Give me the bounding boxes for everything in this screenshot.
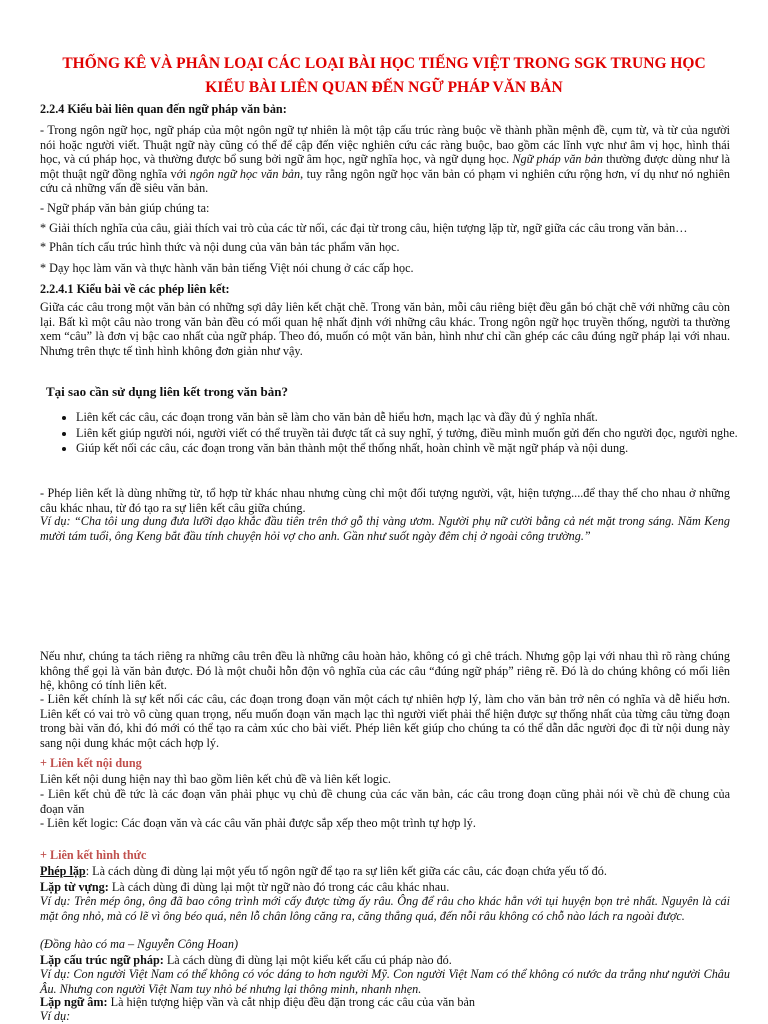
term-lexical-repetition: Lặp từ vựng: bbox=[40, 880, 109, 894]
document-title-line-1: THỐNG KÊ VÀ PHÂN LOẠI CÁC LOẠI BÀI HỌC TIẾNG VIỆT TRONG SGK TRUNG HỌC bbox=[62, 55, 706, 72]
paragraph-repetition bbox=[40, 864, 730, 879]
heading-content-linking: + Liên kết nội dung bbox=[40, 756, 142, 770]
list-item: • Liên kết giúp người nói, người viết có thể truyền tải được tất cả suy nghĩ, ý tưởng, điều mình muốn gửi đến cho người đọc, người nghe. bbox=[76, 426, 766, 441]
term-phonetic-repetition: Lặp ngữ âm: bbox=[40, 995, 108, 1009]
text-run: - Trong ngôn ngữ học, ngữ pháp của một ngôn ngữ tự nhiên là một tập cấu trúc ràng buộc về thành phần mệnh đề, cụm từ, và từ của người nói hoặc người viết. Thuật ngữ này cũng có thể để cập đến việc nghiên cứu các ràng buộc, bao gồm các lĩnh vực như âm vị học, hình thái học, và cú pháp học, và thường được bổ sung bởi ngữ âm học, ngữ nghĩa học, và ngữ dụng học. bbox=[40, 123, 730, 166]
paragraph-lexical-repetition bbox=[40, 880, 730, 895]
paragraph-example-3: Ví dụ: Con người Việt Nam có thể không có vóc dáng to hơn người Mỹ. Con người Việt Nam có thể không có nước da trắng như người Châu Âu. Nhưng con người Việt Nam tuy nhỏ bé nhưng lại thông minh, nhanh nhẹn. bbox=[40, 967, 730, 996]
document-title-line-2: KIỂU BÀI LIÊN QUAN ĐẾN NGỮ PHÁP VĂN BẢN bbox=[205, 79, 563, 96]
text-run: Là cách dùng đi dùng lại một từ ngữ nào đó trong các câu khác nhau. bbox=[108, 880, 450, 894]
paragraph-linking-role: - Liên kết chính là sự kết nối các câu, các đoạn trong đoạn văn một cách tự nhiên hợp lý, làm cho văn bản trở nên có nghĩa và dễ hiểu hơn. Liên kết có vai trò vô cùng quan trọng, nếu muốn đoạn văn mạch lạc thì người viết phải thể hiện được sự thống nhất của từng câu từng đoạn trong bài văn đó, khi đó mới có thể tạo ra cảm xúc cho bài viết. Phép liên kết giúp cho chúng ta có thể dẫn dắc người đọc đi từ nội dung này sang nội dung khác một cách hợp lý. bbox=[40, 692, 730, 750]
paragraph-example-4: Ví dụ: bbox=[40, 1009, 71, 1023]
paragraph-content-linking: Liên kết nội dung hiện nay thì bao gồm liên kết chủ đề và liên kết logic. bbox=[40, 772, 391, 786]
paragraph-phonetic-repetition bbox=[40, 995, 730, 1010]
text-run: Là hiện tượng hiệp vần và cắt nhịp điệu đều đặn trong các câu của văn bản bbox=[107, 995, 475, 1009]
text-run-italic: Ngữ pháp văn bản bbox=[512, 152, 603, 166]
section-heading-2-2-4: 2.2.4 Kiểu bài liên quan đến ngữ pháp văn bản: bbox=[40, 102, 287, 116]
why-linking-list bbox=[40, 410, 766, 457]
text-run: : Là cách dùng đi dùng lại một yếu tố ngôn ngữ để tạo ra sự liên kết giữa các câu, các đoạn chứa yếu tố đó. bbox=[85, 864, 607, 878]
paragraph-syntactic-repetition bbox=[40, 953, 730, 968]
paragraph-bullet-star-2: * Phân tích cấu trúc hình thức và nội dung của văn bản tác phẩm văn học. bbox=[40, 240, 400, 254]
heading-why-linking: Tại sao cần sử dụng liên kết trong văn bản? bbox=[46, 384, 288, 399]
paragraph-example-2: Ví dụ: Trên mép ông, ông đã bao công trình mới cấy được từng ấy râu. Ông để râu cho khác hẳn với tụi huyện bọn trẻ nhất. Nguyên là cái mặt ông nhỏ, mà có lẽ vì ông béo quá, nên lỗ chân lông căng ra, căng thẳng quá, đến nỗi râu không có chỗ nào lách ra ngoài được. bbox=[40, 894, 730, 923]
text-run: thường được dùng như là một thuật ngữ đồng nghĩa với bbox=[40, 152, 730, 181]
paragraph-bullet-star-3: * Dạy học làm văn và thực hành văn bản tiếng Việt nói chung ở các cấp học. bbox=[40, 261, 414, 275]
term-repetition: Phép lặp bbox=[40, 864, 86, 878]
list-item: • Liên kết các câu, các đoạn trong văn bản sẽ làm cho văn bản dễ hiểu hơn, mạch lạc và đầy đủ ý nghĩa nhất. bbox=[76, 410, 766, 425]
paragraph-linking-intro: Giữa các câu trong một văn bản có những sợi dây liên kết chặt chẽ. Trong văn bản, mỗi câu riêng biệt đều gắn bó chặt chẽ với những câu còn lại. Bất kì một câu nào trong văn bản đều có mối quan hệ nhất định với những câu khác. Trong ngôn ngữ học truyền thống, người ta thường xem “câu” là đơn vị bậc cao nhất của ngữ pháp. Theo đó, muốn có một văn bản, hình như chỉ cần ghép các câu đúng ngữ pháp lại với nhau. Nhưng trên thực tế tình hình không đơn giản như vậy. bbox=[40, 300, 730, 358]
section-heading-2-2-4-1: 2.2.4.1 Kiểu bài về các phép liên kết: bbox=[40, 282, 230, 296]
paragraph-example-1: Ví dụ: “Cha tôi ung dung đưa lưỡi dạo khắc đầu tiên trên thớ gỗ thị vàng ươm. Người phụ nữ cười bằng cả nét mặt trong sáng. Năm Keng mười tám tuổi, ông Keng bắt đầu tính chuyện hỏi vợ cho anh. Gần như suốt ngày đêm chị ở ngoài công trường.” bbox=[40, 514, 730, 543]
heading-form-linking: + Liên kết hình thức bbox=[40, 848, 147, 862]
paragraph-grammar-definition bbox=[40, 123, 730, 196]
list-item: • Giúp kết nối các câu, các đoạn trong văn bản thành một thể thống nhất, hoàn chỉnh về mặt ngữ pháp và nội dung. bbox=[76, 441, 766, 456]
paragraph-logic-linking: - Liên kết logic: Các đoạn văn và các câu văn phải được sắp xếp theo một trình tự hợp lý. bbox=[40, 816, 476, 830]
text-run: Là cách dùng đi dùng lại một kiểu kết cấu cú pháp nào đó. bbox=[163, 953, 452, 967]
term-syntactic-repetition: Lặp cấu trúc ngữ pháp: bbox=[40, 953, 164, 967]
text-run-italic: ngôn ngữ học văn bản bbox=[189, 166, 301, 181]
paragraph-helps-us: - Ngữ pháp văn bản giúp chúng ta: bbox=[40, 201, 210, 215]
paragraph-linking-method: - Phép liên kết là dùng những từ, tổ hợp từ khác nhau nhưng cùng chỉ một đối tượng người, vật, hiện tượng....để thay thế cho nhau ở những câu khác nhau, từ đó tạo ra sự liên kết câu giữa chúng. bbox=[40, 486, 730, 515]
text-run: , tuy rằng ngôn ngữ học văn bản có phạm vi nghiên cứu rộng hơn, ví dụ như nó nghiên cứu cả những vấn đề siêu văn bản. bbox=[40, 166, 730, 195]
paragraph-bullet-star-1: * Giải thích nghĩa của câu, giải thích vai trò của các từ nối, các đại từ trong câu, hiện tượng lặp từ, ngữ giữa các câu trong văn bản… bbox=[40, 221, 688, 235]
paragraph-topic-linking: - Liên kết chủ đề tức là các đoạn văn phải phục vụ chủ đề chung của các văn bản, các câu trong đoạn cũng phải nói về chủ đề chung của đoạn văn bbox=[40, 787, 730, 816]
paragraph-sentences-separated: Nếu như, chúng ta tách riêng ra những câu trên đều là những câu hoàn hảo, không có gì chê trách. Nhưng gộp lại với nhau thì rõ ràng chúng không thể gọi là văn bản được. Đó là một chuỗi hỗn độn vô nghĩa của các câu “đúng ngữ pháp” riêng rẽ. Đó là do chúng không có mối liên hệ, không có tính liên kết. bbox=[40, 649, 730, 692]
example-2-source: (Đồng hào có ma – Nguyễn Công Hoan) bbox=[40, 937, 239, 951]
